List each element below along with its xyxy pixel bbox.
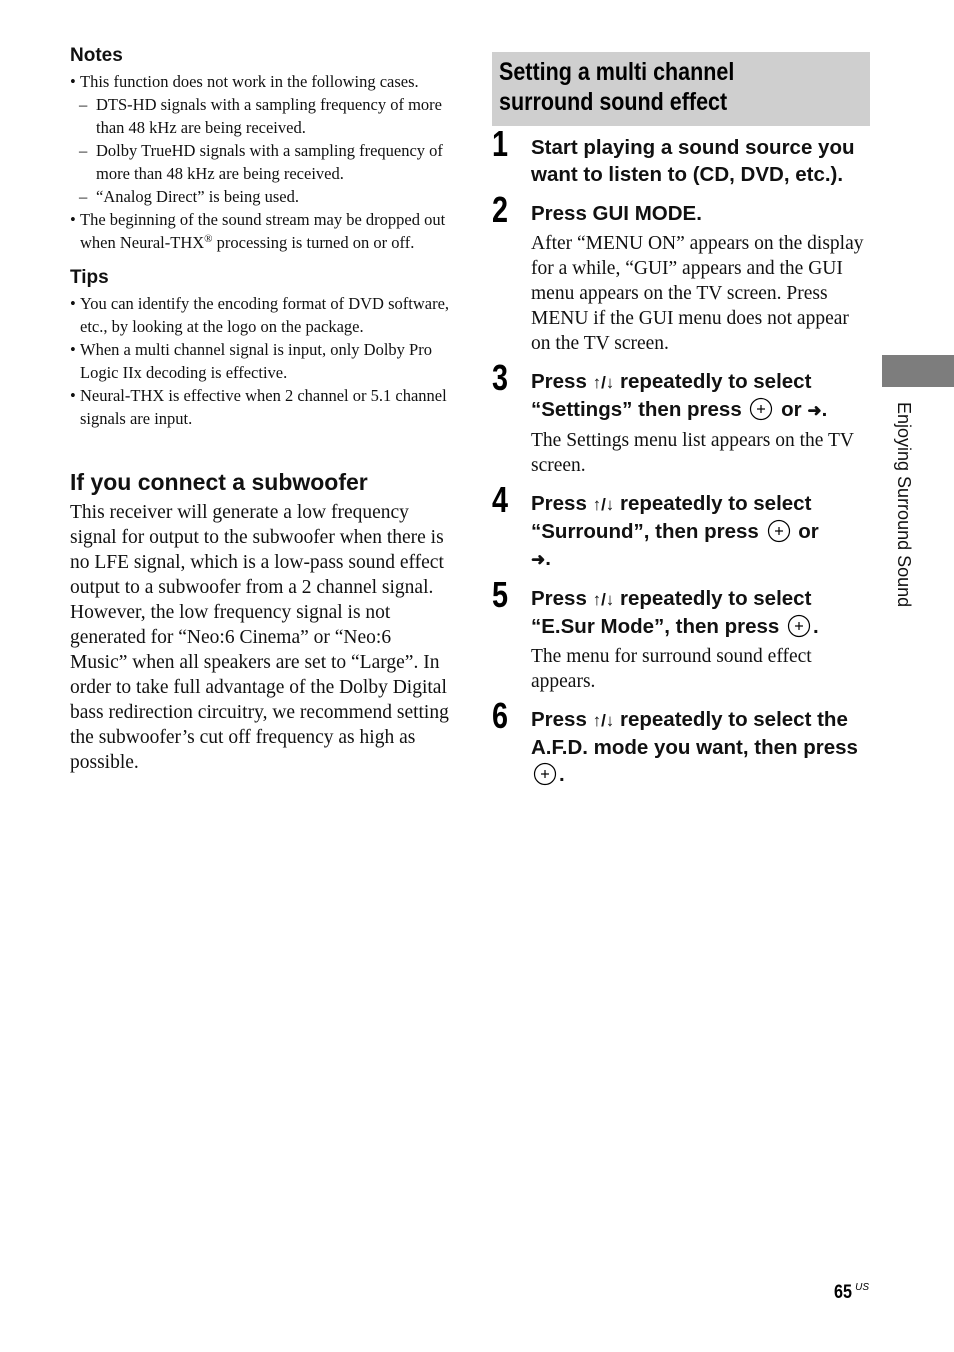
note-item [70,208,450,254]
note-subitem: – Dolby TrueHD signals with a sampling frequency of more than 48 kHz are being received. [70,139,450,185]
notes-list [70,70,450,254]
step-3 [492,357,870,478]
notes-heading: Notes [70,45,123,66]
tips-heading: Tips [70,267,109,288]
step-2 [492,189,870,356]
banner-line: surround sound effect [499,88,728,116]
right-arrow-icon: ➜ [531,550,546,569]
note-sublist [70,93,450,208]
right-arrow-icon: ➜ [807,401,822,420]
step-number: 2 [492,189,509,230]
up-down-arrows-icon: ↑/↓ [592,590,615,609]
enter-button-icon [749,397,773,421]
note-text: The beginning of the sound stream may be dropped out when Neural-THX [80,210,446,252]
chapter-tab [882,355,954,387]
enter-button-icon [787,614,811,638]
step-text: The menu for surround sound effect appears. [531,646,812,692]
enter-button-icon [767,519,791,543]
step-5 [492,574,870,694]
page-suffix: US [855,1282,870,1293]
subwoofer-heading: If you connect a subwoofer [70,469,368,495]
tips-list [70,292,450,430]
chapter-label: Enjoying Surround Sound [894,402,914,608]
step-title: Press GUI MODE. [531,202,702,225]
step-number: 4 [492,479,509,520]
step-text: After “MENU ON” appears on the display for a while, “GUI” appears and the GUI menu appears on the TV screen. Press MENU if the GUI menu does not appear on the TV screen. [531,233,864,354]
step-title: Press ↑/↓ repeatedly to select “E.Sur Mode”, then press . [531,587,819,638]
step-6 [492,695,870,788]
step-title: Press ↑/↓ repeatedly to select “Settings” then press or ➜. [531,370,828,421]
note-subitem: – DTS-HD signals with a sampling frequency of more than 48 kHz are being received. [70,93,450,139]
left-column [70,44,450,775]
tip-item: • Neural-THX is effective when 2 channel or 5.1 channel signals are input. [70,384,450,430]
step-4 [492,479,870,573]
up-down-arrows-icon: ↑/↓ [592,373,615,392]
banner-line: Setting a multi channel [499,58,735,86]
enter-button-icon [533,762,557,786]
tip-item: • You can identify the encoding format of DVD software, etc., by looking at the logo on the package. [70,292,450,338]
up-down-arrows-icon: ↑/↓ [592,495,615,514]
step-number: 1 [492,123,509,164]
tip-item: • When a multi channel signal is input, only Dolby Pro Logic IIx decoding is effective. [70,338,450,384]
registered-mark: ® [204,233,213,245]
section-banner [492,52,870,126]
step-number: 5 [492,574,509,615]
step-text: The Settings menu list appears on the TV screen. [531,430,854,476]
step-1 [492,123,870,188]
up-down-arrows-icon: ↑/↓ [592,711,615,730]
note-text: processing is turned on or off. [212,233,415,252]
subwoofer-body: This receiver will generate a low frequency signal for output to the subwoofer when there is no LFE signal, which is a low-pass sound effect output to a subwoofer from a 2 channel signal. However, the low frequency signal is not generated for “Neo:6 Cinema” or “Neo:6 Music” when all speakers are set to “Large”. In order to take full advantage of the Dolby Digital bass redirection circuitry, we recommend setting the subwoofer’s cut off frequency as high as possible. [70,502,449,773]
step-number: 3 [492,357,509,398]
step-title: Press ↑/↓ repeatedly to select “Surround”, then press or ➜. [531,492,819,570]
step-number: 6 [492,695,509,736]
note-text: This function does not work in the following cases. [80,72,419,91]
right-column [492,52,870,788]
note-subitem: – “Analog Direct” is being used. [70,185,450,208]
step-title: Start playing a sound source you want to listen to (CD, DVD, etc.). [531,136,855,186]
page-number: 65 $^{US}$ [834,1282,870,1303]
note-item [70,70,450,208]
step-title: Press ↑/↓ repeatedly to select the A.F.D. mode you want, then press . [531,708,858,786]
